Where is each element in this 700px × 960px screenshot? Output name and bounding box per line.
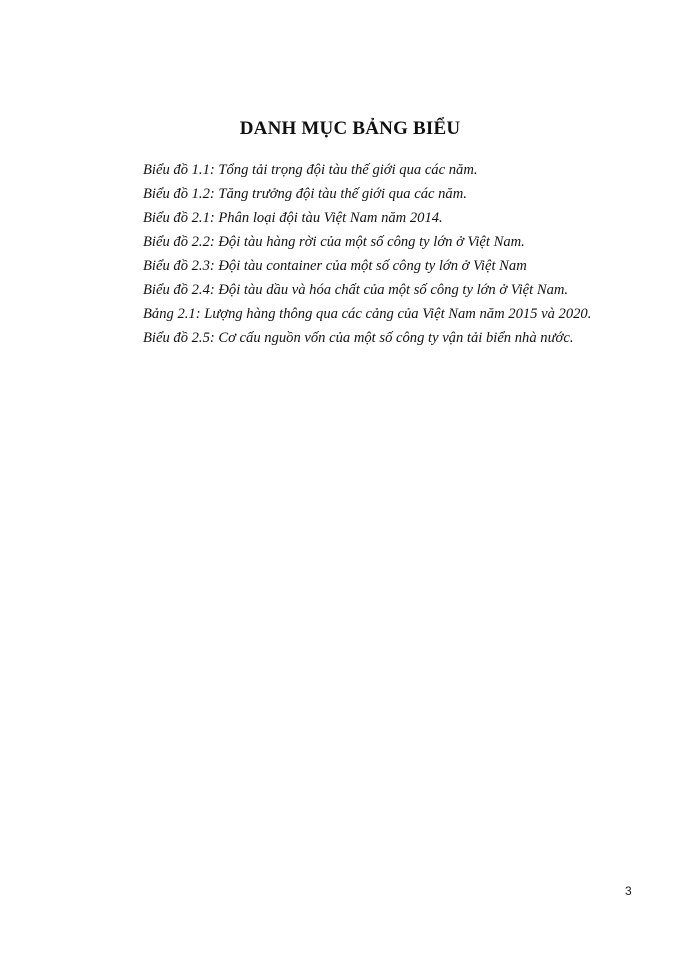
page-title: DANH MỤC BẢNG BIỂU [239, 118, 461, 139]
list-item: Biểu đồ 2.5: Cơ cấu nguồn vốn của một số công ty vận tải biển nhà nước. [143, 330, 574, 346]
list-item: Biểu đồ 1.1: Tổng tải trọng đội tàu thế giới qua các năm. [143, 162, 478, 178]
list-item: Bảng 2.1: Lượng hàng thông qua các cảng của Việt Nam năm 2015 và 2020. [143, 306, 592, 322]
table-of-figures-list [143, 158, 591, 350]
page-number: 3 [625, 884, 632, 898]
list-item: Biểu đồ 2.3: Đội tàu container của một số công ty lớn ở Việt Nam [143, 258, 527, 274]
list-item: Biểu đồ 2.1: Phân loại đội tàu Việt Nam năm 2014. [143, 210, 443, 226]
list-item: Biểu đồ 2.2: Đội tàu hàng rời của một số công ty lớn ở Việt Nam. [143, 234, 525, 250]
list-item: Biểu đồ 1.2: Tăng trưởng đội tàu thế giới qua các năm. [143, 186, 467, 202]
list-item: Biểu đồ 2.4: Đội tàu dầu và hóa chất của một số công ty lớn ở Việt Nam. [143, 282, 569, 298]
